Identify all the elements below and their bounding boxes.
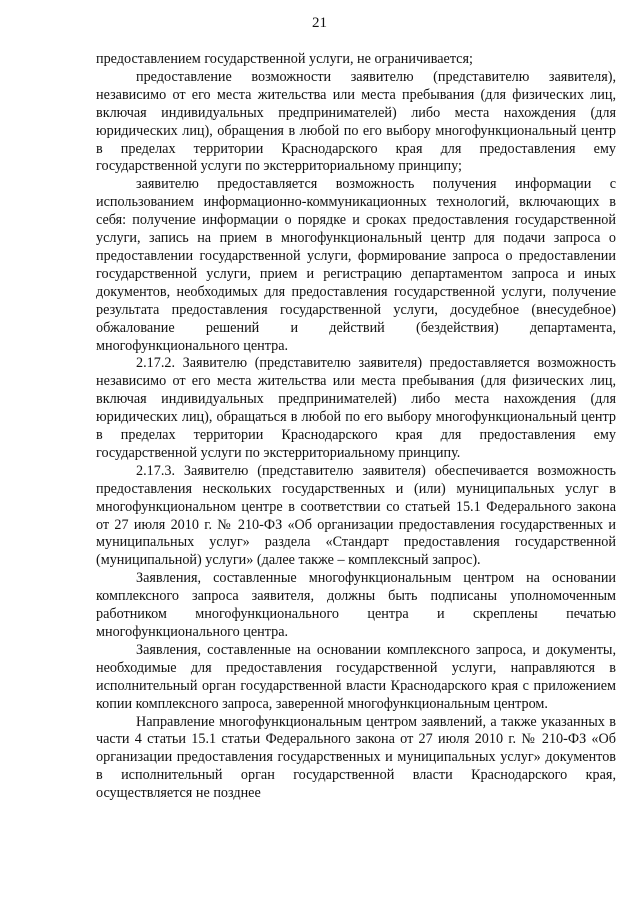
paragraph-ict-information: заявителю предоставляется возможность получения информации с использованием информационно-коммуникационных технологий, включающих в себя: получение информации о порядке и сроках предоставления государственной услуги, запись на прием в многофункциональный центр для подачи запроса о предоставлении государственной услуги, формирование запроса о предоставлении государственной услуги, прием и регистрацию департаментом запроса и иных документов, необходимых для предоставления государственной услуги, получение результата предоставления государственной услуги, досудебное (внесудебное) обжалование решений и действий (бездействия) департамента, многофункционального центра. [96, 176, 616, 354]
paragraph-signed-applications: Заявления, составленные многофункциональным центром на основании комплексного запроса заявителя, должны быть подписаны уполномоченным работником многофункционального центра и скреплены печатью многофункционального центра. [96, 570, 616, 640]
page-number: 21 [312, 15, 327, 31]
paragraph-2-17-2: 2.17.2. Заявителю (представителю заявителя) предоставляется возможность независимо от его места жительства или места пребывания (для физических лиц, включая индивидуальных предпринимателей) либо места нахождения (для юридических лиц), обращаться в любой по его выбору многофункциональный центр в пределах территории Краснодарского края для предоставления ему государственной услуги по экстерриториальному принципу. [96, 355, 616, 461]
paragraph-documents-sent: Заявления, составленные на основании комплексного запроса, и документы, необходимые для предоставления государственной услуги, направляются в исполнительный орган государственной власти Краснодарского края с приложением копии комплексного запроса, заверенной многофункциональным центром. [96, 641, 616, 712]
paragraph-2-17-3: 2.17.3. Заявителю (представителю заявителя) обеспечивается возможность предоставления нескольких государственных и (или) муниципальных услуг в многофункциональном центре в соответствии со статьей 15.1 Федерального закона от 27 июля 2010 г. № 210-ФЗ «Об организации предоставления государственных и муниципальных услуг» раздела «Стандарт предоставления государственной (муниципальной) услуги» (далее также – комплексный запрос). [96, 462, 616, 569]
document-body [96, 51, 616, 803]
paragraph-continuation: предоставлением государственной услуги, не ограничивается; [96, 51, 473, 67]
paragraph-extraterritorial-access: предоставление возможности заявителю (представителю заявителя), независимо от его места жительства или места пребывания (для физических лиц, включая индивидуальных предпринимателей) либо места нахождения (для юридических лиц), обращения в любой по его выбору многофункциональный центр в пределах территории Краснодарского края для предоставления ему государственной услуги по экстерриториальному принципу; [96, 68, 616, 175]
paragraph-direction-deadline: Направление многофункциональным центром заявлений, а также указанных в части 4 статьи 15.1 статьи Федерального закона от 27 июля 2010 г. № 210-ФЗ «Об организации предоставления государственных и муниципальных услуг» документов в исполнительный орган государственной власти Краснодарского края, осуществляется не позднее [96, 713, 616, 802]
